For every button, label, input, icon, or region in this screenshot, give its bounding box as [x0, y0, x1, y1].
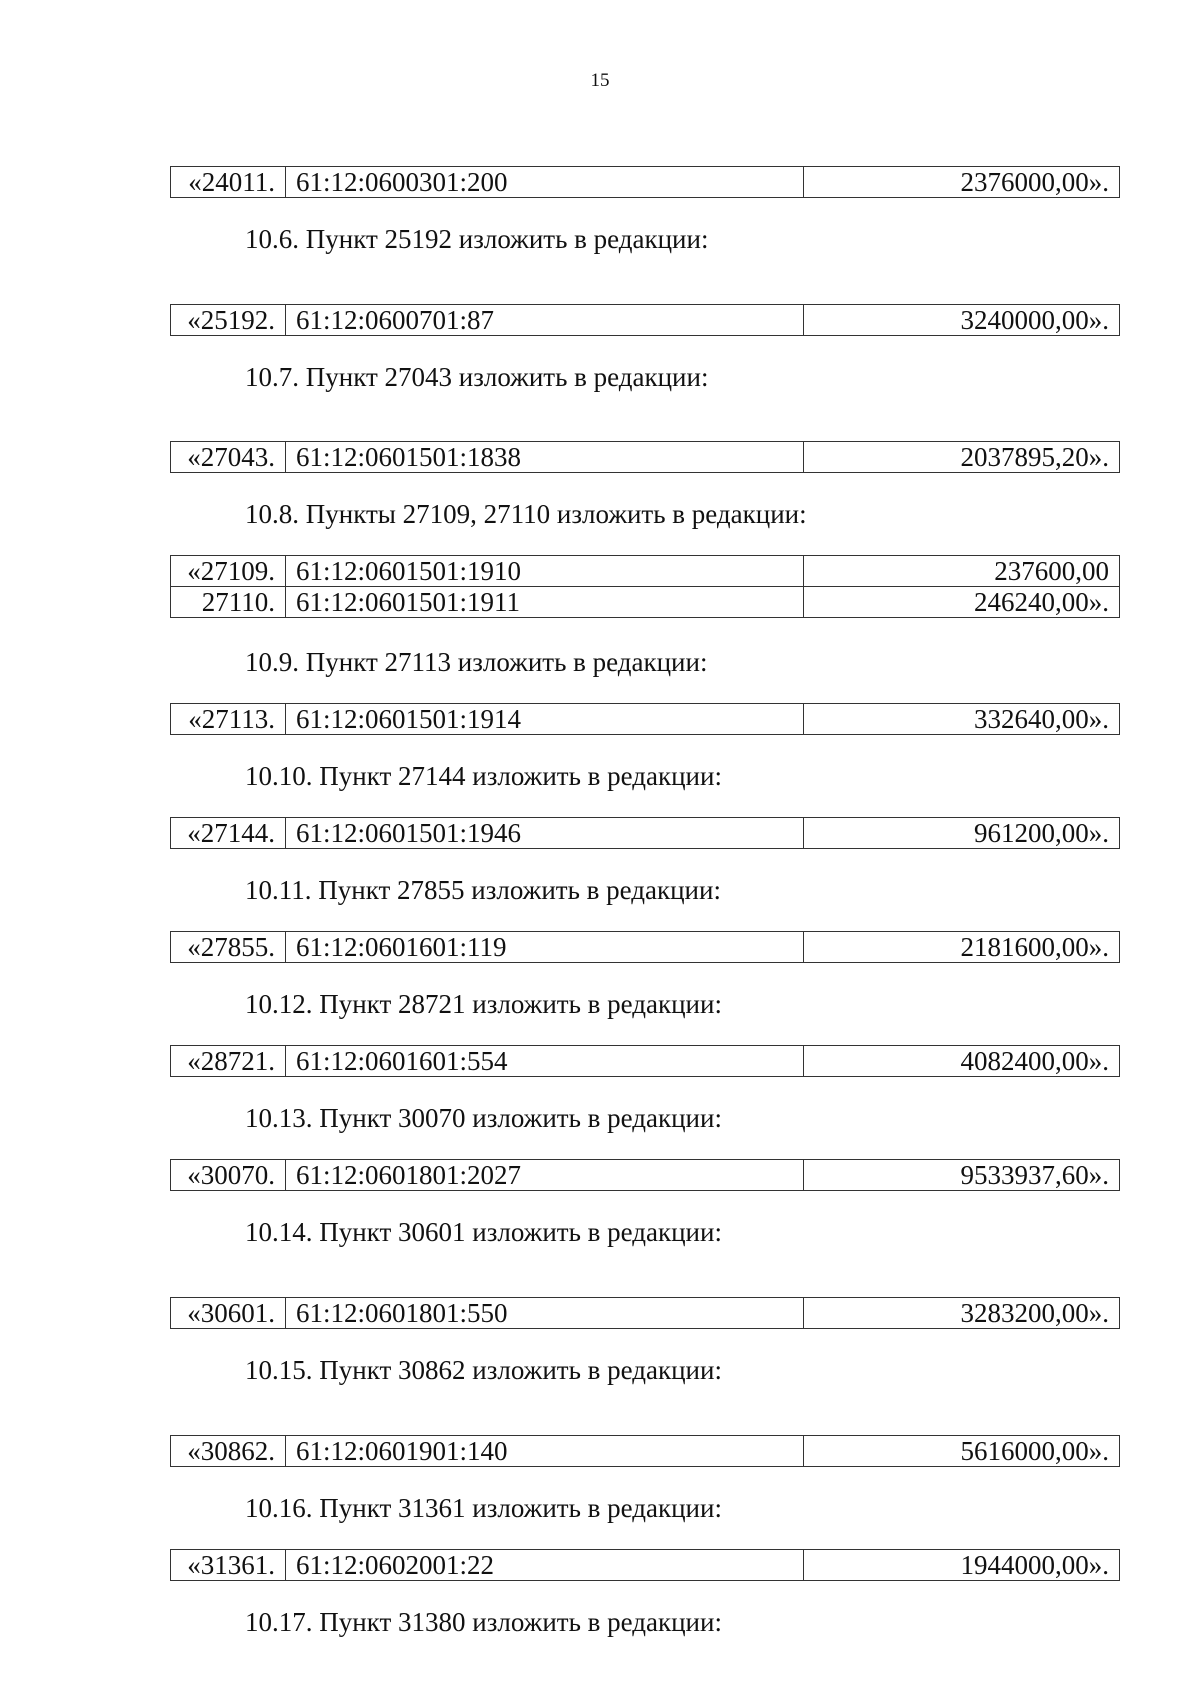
item-number-cell: 27110. [171, 587, 286, 618]
paragraph-10-13: 10.13. Пункт 30070 изложить в редакции: [245, 1103, 722, 1133]
table-row [171, 1436, 1120, 1467]
item-number-cell: «25192. [171, 305, 286, 336]
table-row [171, 587, 1120, 618]
cadastral-number-cell: 61:12:0601501:1946 [286, 818, 804, 849]
cadastral-number-cell: 61:12:0601901:140 [286, 1436, 804, 1467]
item-number-cell: «27113. [171, 704, 286, 735]
cadastral-value-cell: 332640,00». [804, 704, 1120, 735]
amendment-table-27144 [170, 817, 1120, 849]
cadastral-number-cell: 61:12:0601501:1911 [286, 587, 804, 618]
cadastral-value-cell: 4082400,00». [804, 1046, 1120, 1077]
table-row [171, 556, 1120, 587]
table-row [171, 1298, 1120, 1329]
item-number-cell: «28721. [171, 1046, 286, 1077]
paragraph-10-11: 10.11. Пункт 27855 изложить в редакции: [245, 875, 721, 905]
cadastral-value-cell: 3240000,00». [804, 305, 1120, 336]
table-row [171, 818, 1120, 849]
cadastral-value-cell: 2376000,00». [804, 167, 1120, 198]
paragraph-10-14: 10.14. Пункт 30601 изложить в редакции: [245, 1217, 722, 1247]
table-row [171, 932, 1120, 963]
item-number-cell: «27855. [171, 932, 286, 963]
table-row [171, 305, 1120, 336]
amendment-table-27113 [170, 703, 1120, 735]
cadastral-value-cell: 1944000,00». [804, 1550, 1120, 1581]
amendment-table-28721 [170, 1045, 1120, 1077]
cadastral-value-cell: 2037895,20». [804, 442, 1120, 473]
paragraph-10-7: 10.7. Пункт 27043 изложить в редакции: [245, 362, 709, 392]
page-number: 15 [590, 70, 610, 91]
cadastral-number-cell: 61:12:0601501:1914 [286, 704, 804, 735]
table-row [171, 442, 1120, 473]
cadastral-number-cell: 61:12:0600701:87 [286, 305, 804, 336]
amendment-table-27109-27110 [170, 555, 1120, 618]
table-row [171, 1160, 1120, 1191]
table-row [171, 704, 1120, 735]
amendment-table-30070 [170, 1159, 1120, 1191]
table-row [171, 1046, 1120, 1077]
amendment-table-24011 [170, 166, 1120, 198]
item-number-cell: «30601. [171, 1298, 286, 1329]
cadastral-number-cell: 61:12:0600301:200 [286, 167, 804, 198]
cadastral-number-cell: 61:12:0601601:119 [286, 932, 804, 963]
cadastral-number-cell: 61:12:0601801:550 [286, 1298, 804, 1329]
amendment-table-25192 [170, 304, 1120, 336]
amendment-table-27855 [170, 931, 1120, 963]
item-number-cell: «30070. [171, 1160, 286, 1191]
table-row [171, 1550, 1120, 1581]
cadastral-number-cell: 61:12:0601501:1910 [286, 556, 804, 587]
amendment-table-30862 [170, 1435, 1120, 1467]
item-number-cell: «31361. [171, 1550, 286, 1581]
item-number-cell: «27144. [171, 818, 286, 849]
amendment-table-27043 [170, 441, 1120, 473]
cadastral-number-cell: 61:12:0601601:554 [286, 1046, 804, 1077]
cadastral-number-cell: 61:12:0602001:22 [286, 1550, 804, 1581]
cadastral-value-cell: 9533937,60». [804, 1160, 1120, 1191]
cadastral-value-cell: 246240,00». [804, 587, 1120, 618]
item-number-cell: «27043. [171, 442, 286, 473]
cadastral-value-cell: 2181600,00». [804, 932, 1120, 963]
paragraph-10-16: 10.16. Пункт 31361 изложить в редакции: [245, 1493, 722, 1523]
paragraph-10-12: 10.12. Пункт 28721 изложить в редакции: [245, 989, 722, 1019]
item-number-cell: «27109. [171, 556, 286, 587]
item-number-cell: «30862. [171, 1436, 286, 1467]
amendment-table-31361 [170, 1549, 1120, 1581]
paragraph-10-9: 10.9. Пункт 27113 изложить в редакции: [245, 647, 708, 677]
table-row [171, 167, 1120, 198]
cadastral-value-cell: 237600,00 [804, 556, 1120, 587]
paragraph-10-17: 10.17. Пункт 31380 изложить в редакции: [245, 1607, 722, 1637]
paragraph-10-8: 10.8. Пункты 27109, 27110 изложить в редакции: [245, 499, 807, 529]
paragraph-10-6: 10.6. Пункт 25192 изложить в редакции: [245, 224, 709, 254]
cadastral-value-cell: 5616000,00». [804, 1436, 1120, 1467]
cadastral-value-cell: 3283200,00». [804, 1298, 1120, 1329]
cadastral-number-cell: 61:12:0601501:1838 [286, 442, 804, 473]
paragraph-10-15: 10.15. Пункт 30862 изложить в редакции: [245, 1355, 722, 1385]
cadastral-value-cell: 961200,00». [804, 818, 1120, 849]
cadastral-number-cell: 61:12:0601801:2027 [286, 1160, 804, 1191]
amendment-table-30601 [170, 1297, 1120, 1329]
item-number-cell: «24011. [171, 167, 286, 198]
paragraph-10-10: 10.10. Пункт 27144 изложить в редакции: [245, 761, 722, 791]
